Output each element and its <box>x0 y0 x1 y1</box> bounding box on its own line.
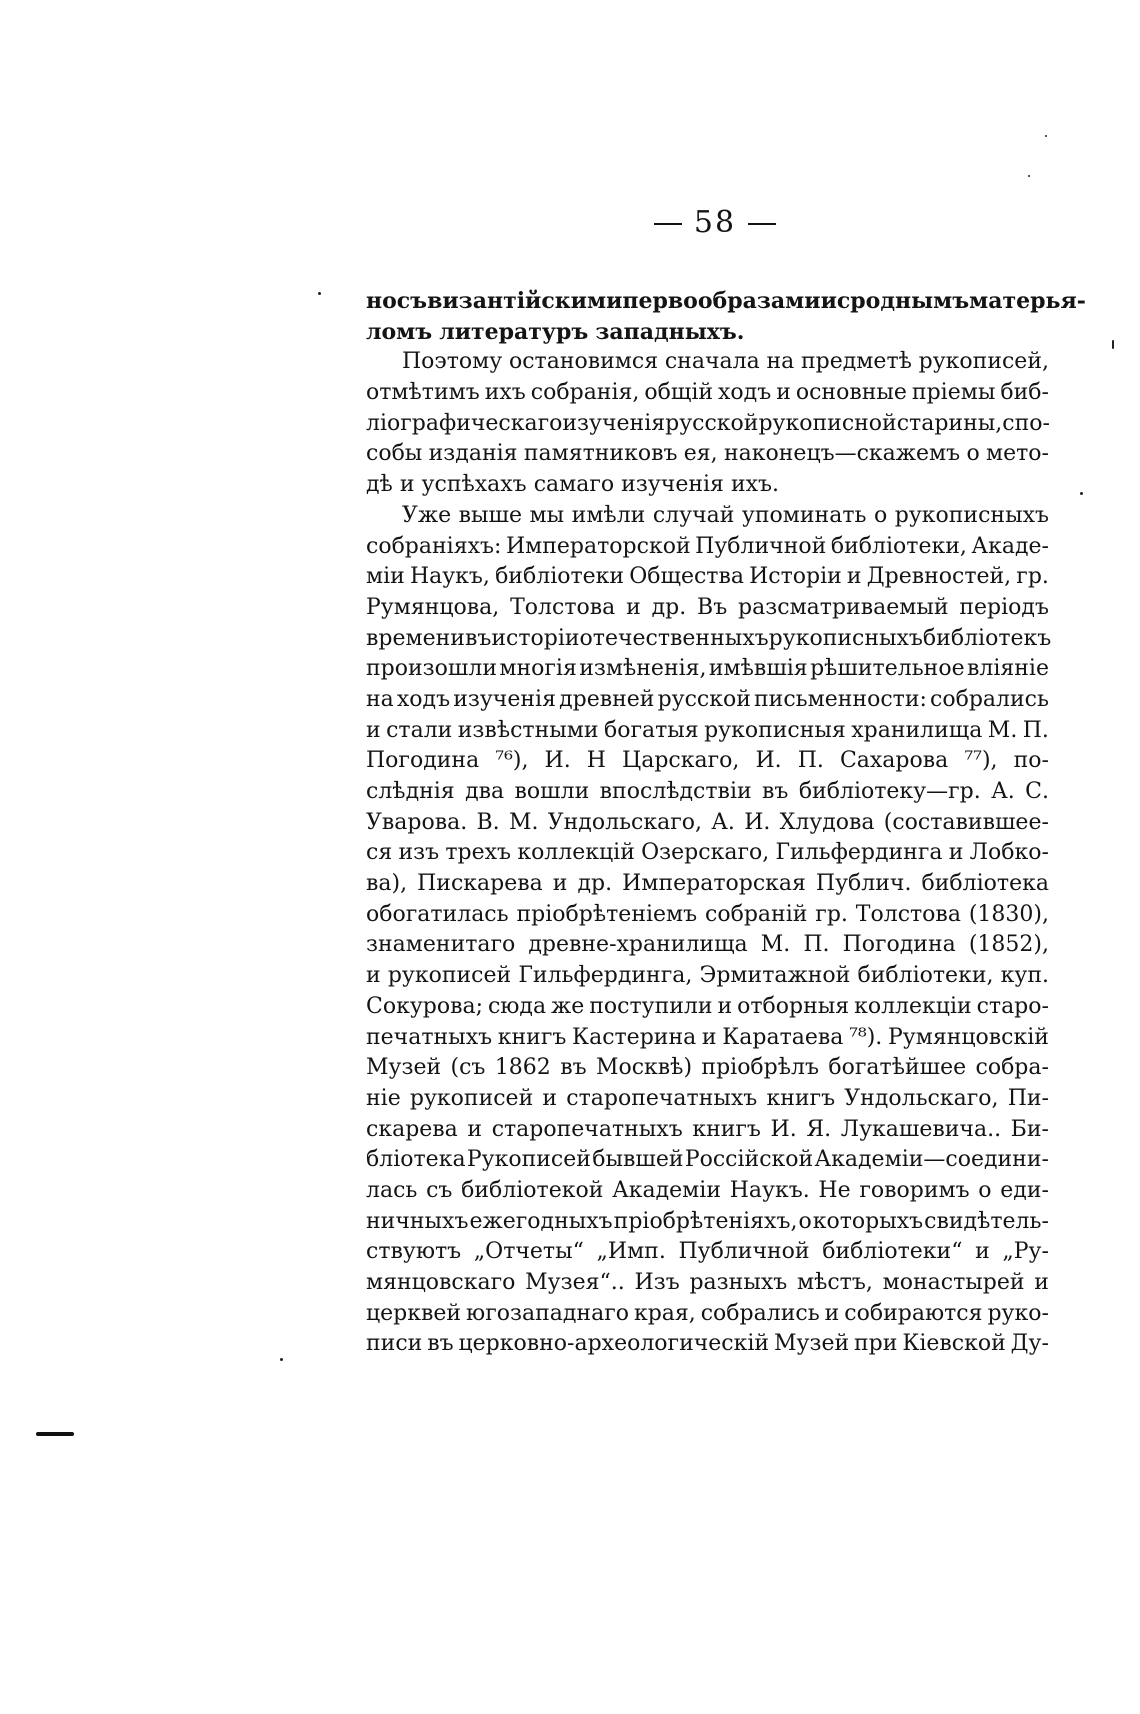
word: ва), <box>366 871 408 897</box>
word: о <box>966 441 980 467</box>
word: отборныя <box>737 993 850 1019</box>
word: первообразами <box>622 288 821 314</box>
word: ихъ. <box>730 472 780 498</box>
word: имѣвшія <box>708 656 808 682</box>
word: ея, <box>683 441 718 467</box>
text-line <box>366 1329 1049 1360</box>
word: (съ <box>450 1055 486 1081</box>
text-line <box>366 1084 1049 1115</box>
word: при <box>854 1331 898 1357</box>
word: самаго <box>533 472 615 498</box>
word: ходъ <box>396 686 451 712</box>
word: хранилища <box>851 717 983 743</box>
word: А. <box>991 779 1015 804</box>
word: многія <box>499 656 577 682</box>
word: Погодина <box>366 748 480 774</box>
text-line <box>366 1237 1049 1268</box>
word: библіотеки, <box>830 533 967 559</box>
word: С. <box>1025 779 1049 804</box>
word: произошли <box>366 656 497 682</box>
page-number <box>0 205 1140 240</box>
word: и <box>626 594 641 620</box>
word: церквей <box>366 1300 462 1326</box>
text-line <box>366 286 1086 317</box>
word: П. <box>803 932 830 958</box>
word: времени <box>366 625 465 651</box>
word: пріемы <box>911 380 996 406</box>
text-line <box>366 869 1049 900</box>
word: П. <box>1022 717 1049 743</box>
word: Кастерина <box>572 1024 697 1050</box>
word: Я. <box>806 1116 832 1142</box>
word: Академіи <box>612 1177 721 1203</box>
word: Музей <box>773 1331 850 1357</box>
word: и <box>820 288 837 314</box>
word: Публич. <box>815 871 912 897</box>
text-line <box>366 501 1049 532</box>
word: монастырей <box>882 1270 1025 1295</box>
word: матерья- <box>969 288 1086 314</box>
word: въ <box>762 779 789 804</box>
word: бывшей <box>592 1147 684 1173</box>
text-line <box>366 1207 1049 1238</box>
word: и <box>399 472 415 498</box>
word: Румянцова, <box>366 594 500 620</box>
word: изученія <box>621 472 724 498</box>
scan-speck <box>1112 340 1114 349</box>
word: ⁷⁸). <box>849 1024 883 1050</box>
word: и <box>776 380 791 406</box>
word: Въ <box>697 594 728 620</box>
word: стали <box>386 717 453 743</box>
word: русской <box>657 686 751 712</box>
word: Императорская <box>622 871 806 897</box>
word: западныхъ. <box>595 318 745 345</box>
word: разсматриваемый <box>738 594 949 620</box>
word: измѣненія, <box>579 656 707 682</box>
word: ничныхъ <box>366 1208 469 1234</box>
word: куп. <box>1000 963 1049 989</box>
word: Би- <box>1010 1116 1049 1142</box>
word: руко- <box>987 1300 1049 1326</box>
word: собраніяхъ: <box>366 533 502 559</box>
word: края, <box>633 1300 696 1326</box>
word: въ <box>427 1331 454 1357</box>
word: въ <box>464 625 492 651</box>
word: коллекцій <box>517 840 635 866</box>
word: которыхъ <box>812 1208 924 1234</box>
word: изданія <box>428 441 518 467</box>
word: библіотекъ <box>922 625 1052 651</box>
word: Наукъ. <box>729 1177 810 1203</box>
word: литературъ <box>439 318 589 345</box>
word: ихъ <box>484 380 526 406</box>
word: собранія, <box>530 380 640 406</box>
word: русской <box>665 410 759 436</box>
word: и <box>467 1116 483 1142</box>
word: гр. <box>1016 564 1049 590</box>
word: Сокурова; <box>366 993 484 1019</box>
word: Каратаева <box>722 1024 844 1050</box>
word: Сахарова <box>839 748 949 774</box>
text-line <box>366 1268 1049 1299</box>
word: древней <box>559 686 655 712</box>
word: пріобрѣлъ <box>701 1055 820 1081</box>
word: собрались <box>700 1300 820 1326</box>
word: изъ <box>398 840 440 866</box>
word: ніе <box>366 1085 401 1111</box>
word: поступили <box>589 993 713 1019</box>
word: письменности: <box>754 686 927 712</box>
word: Ду- <box>1010 1331 1049 1357</box>
word: собираются <box>844 1300 983 1326</box>
word: книгъ <box>692 1116 761 1142</box>
word: извѣстными <box>457 717 599 743</box>
scan-margin-mark <box>36 1432 74 1436</box>
text-line <box>366 900 1049 931</box>
word: собрались <box>930 686 1049 712</box>
word: основные <box>795 380 907 406</box>
word: рукописныхъ <box>894 502 1049 528</box>
word: Исторіи <box>749 564 842 590</box>
word: гр. <box>815 901 848 927</box>
word: трехъ <box>445 840 512 866</box>
word: мы <box>529 502 565 528</box>
word: слѣднія <box>366 779 455 804</box>
word: И. <box>544 748 571 774</box>
word: упоминать <box>741 502 867 528</box>
word: сначала <box>664 349 760 375</box>
scan-speck <box>280 1358 283 1361</box>
word: и <box>701 1024 717 1050</box>
word: разныхъ <box>689 1270 788 1295</box>
word: М. <box>760 932 791 958</box>
word: и <box>846 564 862 590</box>
word: изученія <box>562 410 666 436</box>
text-line <box>366 624 1052 655</box>
word: Ундольскаго, <box>844 1085 999 1111</box>
text-line <box>366 1115 1049 1146</box>
word: Озерскаго, <box>641 840 770 866</box>
word: старопечатныхъ <box>566 1085 758 1111</box>
word: Уже <box>402 502 452 528</box>
word: и <box>717 993 733 1019</box>
word: памятниковъ <box>523 441 678 467</box>
word: др. <box>651 594 687 620</box>
word: Древностей, <box>866 564 1012 590</box>
page-number-value: 58 <box>693 205 737 240</box>
word: имѣли <box>571 502 646 528</box>
word: 1862 <box>494 1055 551 1081</box>
word: ⁷⁷), <box>964 748 998 774</box>
text-line <box>366 439 1049 470</box>
word: Императорской <box>505 533 691 559</box>
word: рукописныхъ <box>768 625 923 651</box>
word: Погодина <box>842 932 956 958</box>
text-line <box>366 1023 1049 1054</box>
word: лась <box>366 1177 418 1203</box>
word: Академіи—соедини- <box>814 1147 1049 1173</box>
word: Не <box>818 1177 851 1203</box>
word: ліографическаго <box>366 410 563 436</box>
word: на <box>366 686 394 712</box>
text-line <box>366 562 1049 593</box>
word: случай <box>652 502 735 528</box>
word: Рукописей <box>466 1147 591 1173</box>
word: о <box>978 1177 992 1203</box>
word: библіотеки“ <box>822 1239 963 1265</box>
word: Музей <box>366 1055 442 1081</box>
word: Поэтому <box>402 349 503 375</box>
body-text <box>366 286 1086 1360</box>
text-line <box>366 470 1049 501</box>
word: И. <box>744 809 771 835</box>
word: пріобрѣтеніяхъ, <box>613 1208 798 1234</box>
word: библіотека <box>921 871 1049 897</box>
word: съ <box>396 288 428 314</box>
word: рукописей <box>387 963 512 989</box>
word: писи <box>366 1331 423 1357</box>
word: мето- <box>985 441 1049 467</box>
word: М. <box>508 809 539 835</box>
word: старины, <box>896 410 1003 436</box>
page-number-dash-left <box>654 223 682 225</box>
word: дѣ <box>366 472 393 498</box>
word: Царскаго, <box>622 748 740 774</box>
word: спо- <box>1002 410 1050 436</box>
word: сроднымъ <box>836 288 970 314</box>
word: бліотека <box>366 1147 466 1173</box>
text-line <box>366 317 1049 348</box>
word: вліяніе <box>966 656 1049 682</box>
word: на <box>766 349 795 375</box>
word: коллекціи <box>854 993 972 1019</box>
word: два <box>465 779 505 804</box>
text-line <box>366 378 1049 409</box>
word: скарева <box>366 1116 458 1142</box>
word: и <box>542 1085 558 1111</box>
word: но <box>366 288 397 314</box>
word: Лобко- <box>969 840 1049 866</box>
text-line <box>366 685 1049 716</box>
word: Общества <box>629 564 744 590</box>
word: по- <box>1013 748 1049 774</box>
word: (1830), <box>968 901 1049 927</box>
word: (составившее- <box>883 809 1049 835</box>
word: съ <box>426 1177 453 1203</box>
word: Уварова. <box>366 809 468 835</box>
word: Румянцовскій <box>887 1024 1049 1050</box>
word: Ундольскаго, <box>547 809 702 835</box>
text-line <box>366 992 1049 1023</box>
word: книгъ <box>497 1024 567 1050</box>
word: Изъ <box>634 1270 680 1295</box>
word: книгъ <box>766 1085 836 1111</box>
word: отечественныхъ <box>579 625 769 651</box>
text-line <box>366 1145 1049 1176</box>
word: и <box>366 963 381 989</box>
word: Пи- <box>1007 1085 1049 1111</box>
text-line <box>366 1053 1049 1084</box>
word: рукописей <box>409 1085 534 1111</box>
text-line <box>366 716 1049 747</box>
word: о <box>873 502 888 528</box>
text-line <box>366 1299 1049 1330</box>
word: Наукъ, <box>409 564 490 590</box>
word: печатныхъ <box>366 1024 493 1050</box>
word: Москвѣ) <box>595 1055 693 1081</box>
text-line <box>366 808 1049 839</box>
word: вошли <box>514 779 590 804</box>
text-line <box>366 838 1049 869</box>
scan-speck <box>1080 492 1083 495</box>
word: биб- <box>1000 380 1049 406</box>
word: библіотеки, <box>857 963 994 989</box>
word: Толстова <box>855 901 961 927</box>
word: рукописныя <box>704 717 846 743</box>
word: Публичной <box>678 1239 810 1265</box>
word: отмѣтимъ <box>366 380 480 406</box>
word: рукописей, <box>918 349 1049 375</box>
word: Публичной <box>695 533 827 559</box>
word: В. <box>476 809 500 835</box>
word: Россійской <box>684 1147 814 1173</box>
word: Пискарева <box>417 871 543 897</box>
word: ежегодныхъ <box>469 1208 613 1234</box>
word: мѣстъ, <box>796 1270 873 1295</box>
text-line <box>366 1176 1049 1207</box>
word: собы <box>366 441 423 467</box>
word: и <box>975 1239 990 1265</box>
word: пріобрѣтеніемъ <box>516 901 698 927</box>
page-number-dash-right <box>748 223 776 225</box>
text-line <box>366 532 1049 563</box>
word: Музея“.. <box>525 1270 625 1295</box>
word: знаменитаго <box>366 932 516 958</box>
word: изученія <box>453 686 556 712</box>
text-line <box>366 347 1049 378</box>
text-line <box>366 746 1049 777</box>
word: А. <box>711 809 735 835</box>
word: же <box>551 993 585 1019</box>
word: и <box>552 871 568 897</box>
word: выше <box>458 502 523 528</box>
word: М. <box>987 717 1018 743</box>
word: общій <box>644 380 714 406</box>
word: о <box>798 1208 812 1234</box>
word: предметѣ <box>801 349 912 375</box>
word: церковно-археологическій <box>458 1331 770 1357</box>
word: библіотеки <box>495 564 625 590</box>
word: И. <box>755 748 782 774</box>
text-line <box>366 593 1049 624</box>
word: періодъ <box>959 594 1049 620</box>
word: свидѣтель- <box>924 1208 1049 1234</box>
text-line <box>366 654 1049 685</box>
scan-speck <box>1045 135 1047 137</box>
word: рукописной <box>758 410 897 436</box>
word: „Отчеты“ <box>473 1239 584 1265</box>
word: ся <box>366 840 393 866</box>
word: И. <box>770 1116 797 1142</box>
word: ходъ <box>718 380 772 406</box>
scan-speck <box>318 292 321 295</box>
word: обогатилась <box>366 901 509 927</box>
word: богатѣйшее <box>828 1055 967 1081</box>
word: югозападнаго <box>466 1300 629 1326</box>
word: ⁷⁶), <box>495 748 529 774</box>
word: Гильфердинга <box>775 840 943 866</box>
word: богатыя <box>603 717 699 743</box>
word: (1852), <box>968 932 1049 958</box>
word: Кіевской <box>902 1331 1006 1357</box>
scan-speck <box>1028 175 1030 177</box>
word: старопечатныхъ <box>491 1116 683 1142</box>
word: и <box>1034 1270 1049 1295</box>
word: міи <box>366 564 405 590</box>
text-line <box>366 409 1049 440</box>
word: сюда <box>487 993 547 1019</box>
word: мянцовскаго <box>366 1270 516 1295</box>
word: Хлудова <box>779 809 875 835</box>
word: старо- <box>976 993 1049 1019</box>
word: П. <box>797 748 824 774</box>
word: ломъ <box>366 318 433 345</box>
text-line <box>366 961 1049 992</box>
word: еди- <box>1000 1177 1049 1203</box>
word: успѣхахъ <box>421 472 527 498</box>
word: и <box>366 717 381 743</box>
word: „Имп. <box>596 1239 666 1265</box>
word: др. <box>577 871 613 897</box>
word: Н <box>586 748 606 774</box>
word: Лукашевича.. <box>840 1116 1002 1142</box>
word: рѣшительное <box>810 656 965 682</box>
word: ствуютъ <box>366 1239 462 1265</box>
word: исторіи <box>491 625 580 651</box>
word: и <box>948 840 964 866</box>
word: Эрмитажной <box>699 963 851 989</box>
word: собра- <box>975 1055 1049 1081</box>
word: Акаде- <box>971 533 1049 559</box>
word: остановимся <box>508 349 659 375</box>
word: Толстова <box>510 594 616 620</box>
word: древне-хранилища <box>528 932 748 958</box>
word: „Ру- <box>1002 1239 1049 1265</box>
text-line <box>366 930 1049 961</box>
word: наконецъ—скажемъ <box>723 441 961 467</box>
word: византійскими <box>427 288 623 314</box>
word: библіотекой <box>461 1177 604 1203</box>
word: библіотеку—гр. <box>798 779 981 804</box>
word: Гильфердинга, <box>518 963 693 989</box>
text-line <box>366 777 1049 808</box>
word: собраній <box>705 901 808 927</box>
word: говоримъ <box>859 1177 970 1203</box>
word: впослѣдствіи <box>599 779 752 804</box>
word: въ <box>560 1055 587 1081</box>
word: и <box>824 1300 840 1326</box>
